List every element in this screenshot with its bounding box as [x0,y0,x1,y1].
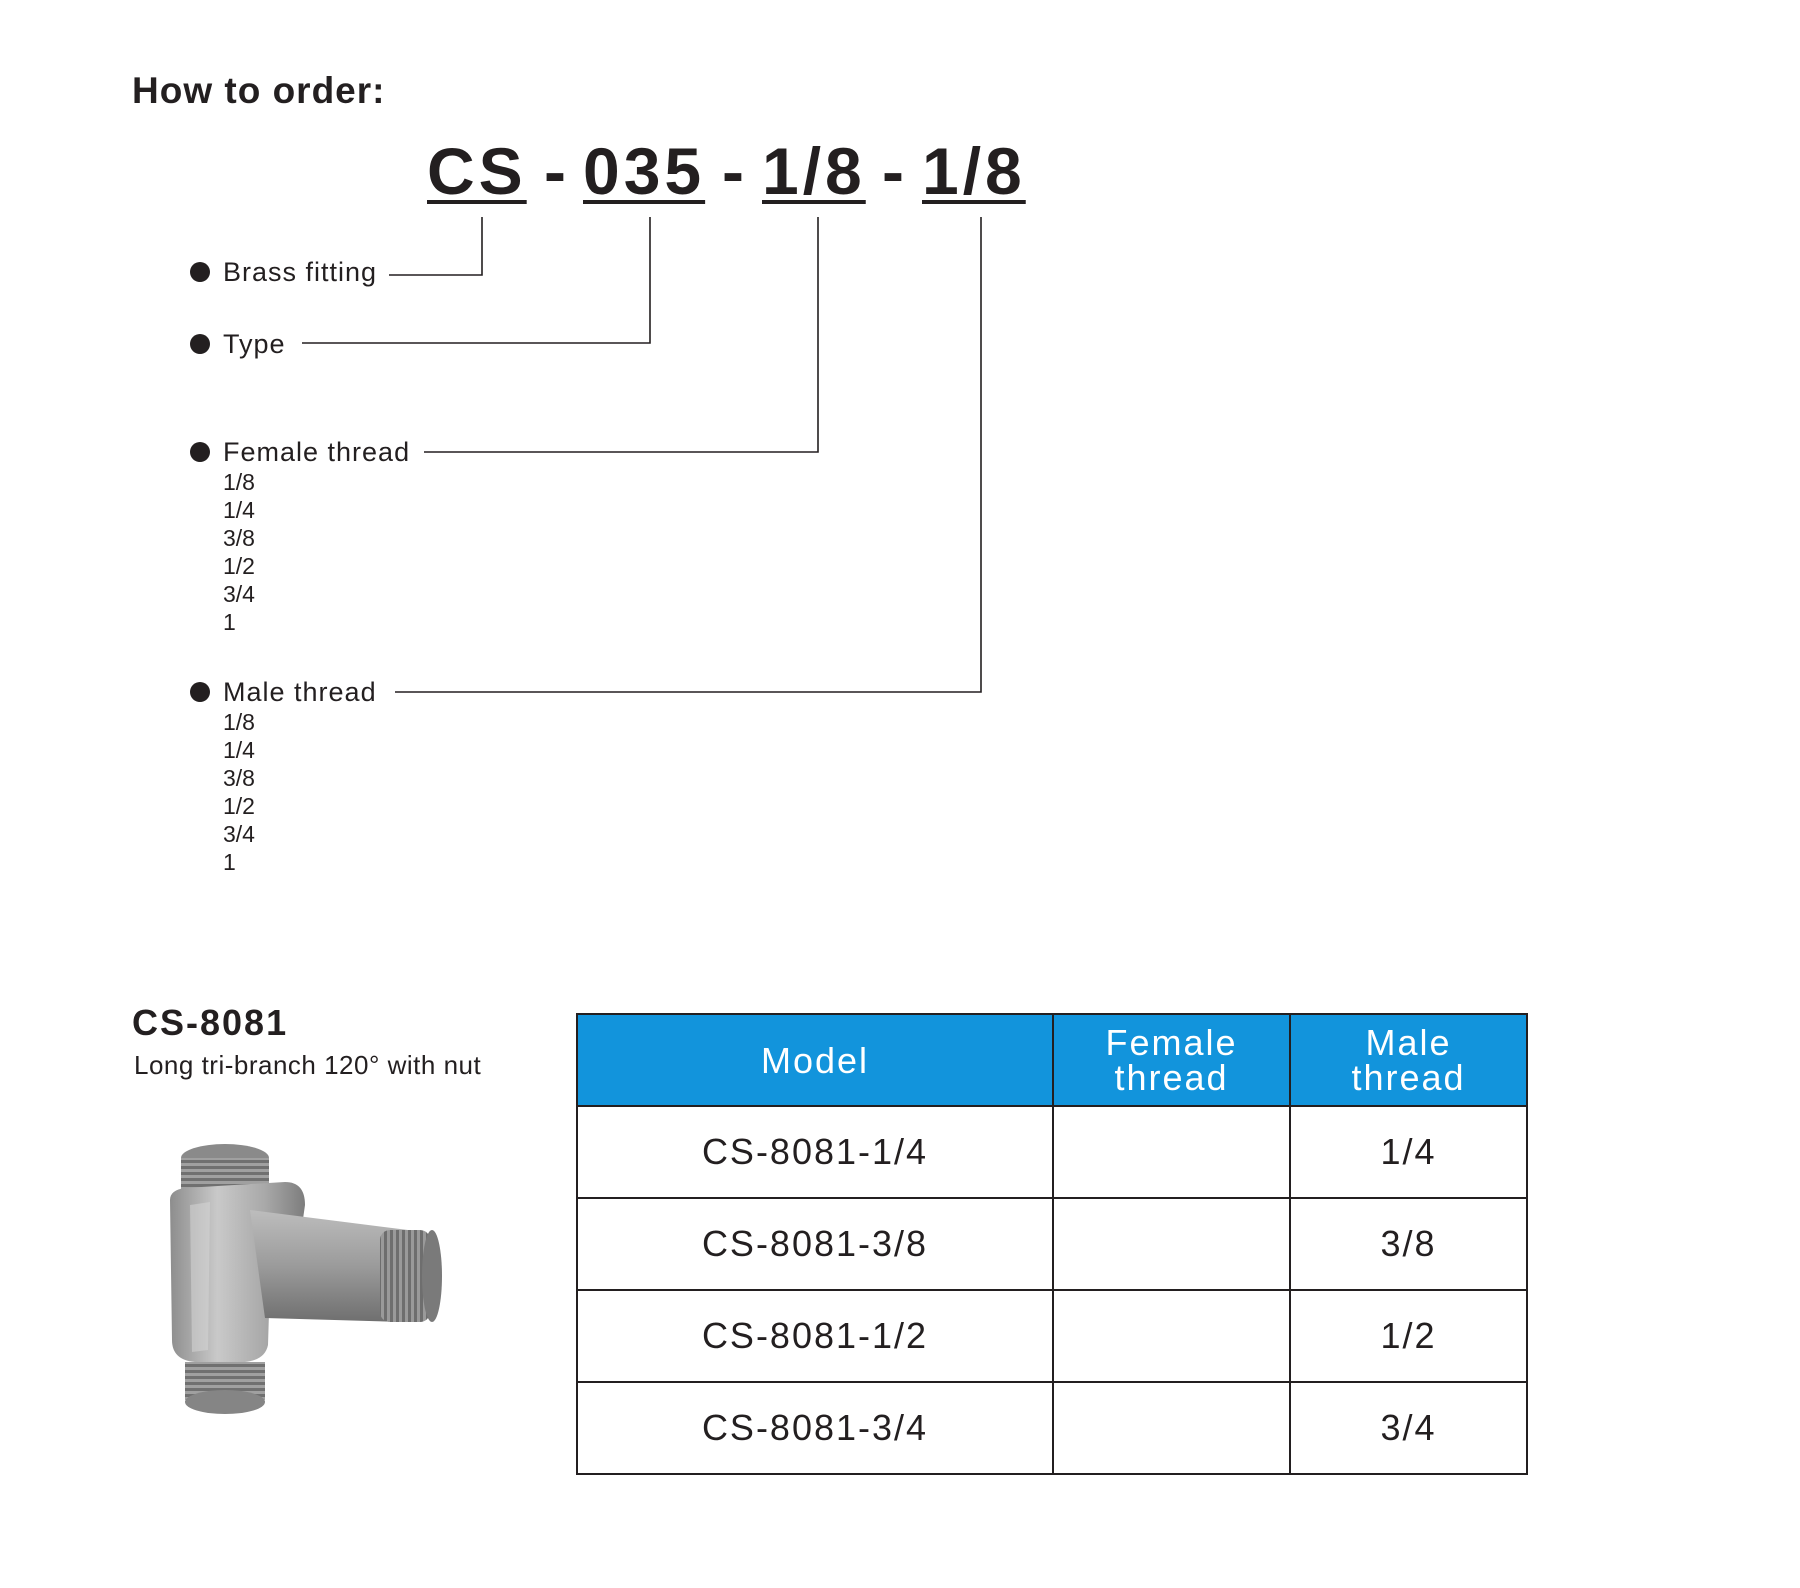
spec-table [576,1013,1528,1475]
list-item: 1/2 [223,553,255,579]
table-row [577,1106,1527,1198]
header-line: Model [760,1039,870,1081]
field-type: Type [223,329,286,359]
header-line: thread [1114,1057,1229,1098]
bullet-icon [190,682,210,702]
code-prefix: CS [427,134,527,208]
table-row [577,1198,1527,1290]
list-item: 3/4 [223,821,255,847]
table-header-row [577,1014,1527,1106]
list-item: 1/4 [223,497,255,523]
connector-female-thread [424,217,818,452]
table-row [577,1382,1527,1474]
male-thread-options [223,708,255,876]
cell-model: CS-8081-1/4 [577,1106,1053,1198]
column-header-male-thread [1290,1014,1527,1106]
product-description: Long tri-branch 120° with nut [134,1050,482,1080]
header-line: thread [1351,1057,1466,1098]
header-line: Female [1105,1022,1238,1063]
connector-brass-fitting [389,217,482,275]
list-item: 3/4 [223,581,255,607]
list-item: 1/8 [223,709,255,735]
cell-female-thread [1053,1106,1290,1198]
connector-male-thread [395,217,981,692]
cell-male-thread: 1/4 [1290,1106,1527,1198]
code-male-thread: 1/8 [922,134,1026,208]
code-separator: - [544,134,566,208]
bullet-icon [190,334,210,354]
field-brass-fitting: Brass fitting [223,257,378,287]
cell-male-thread: 3/4 [1290,1382,1527,1474]
cell-female-thread [1053,1382,1290,1474]
list-item: 3/8 [223,765,255,791]
column-header-female-thread [1053,1014,1290,1106]
column-header-model [577,1014,1053,1106]
cell-female-thread [1053,1290,1290,1382]
list-item: 1/2 [223,793,255,819]
cell-model: CS-8081-1/2 [577,1290,1053,1382]
bullet-icon [190,262,210,282]
field-female-thread: Female thread [223,437,411,467]
list-item: 3/8 [223,525,255,551]
list-item: 1/4 [223,737,255,763]
cell-female-thread [1053,1198,1290,1290]
code-separator: - [882,134,904,208]
bullet-icon [190,442,210,462]
brass-tee-fitting-icon [150,1130,480,1420]
code-type: 035 [583,134,706,208]
table-row [577,1290,1527,1382]
cell-male-thread: 1/2 [1290,1290,1527,1382]
code-separator: - [722,134,744,208]
page-title: How to order: [132,70,386,111]
cell-male-thread: 3/8 [1290,1198,1527,1290]
code-female-thread: 1/8 [762,134,866,208]
header-line: Male [1365,1022,1452,1063]
list-item: 1 [223,609,236,635]
female-thread-options [223,468,255,636]
list-item: 1 [223,849,236,875]
list-item: 1/8 [223,469,255,495]
cell-model: CS-8081-3/4 [577,1382,1053,1474]
product-name: CS-8081 [132,1002,289,1043]
cell-model: CS-8081-3/8 [577,1198,1053,1290]
field-male-thread: Male thread [223,677,377,707]
